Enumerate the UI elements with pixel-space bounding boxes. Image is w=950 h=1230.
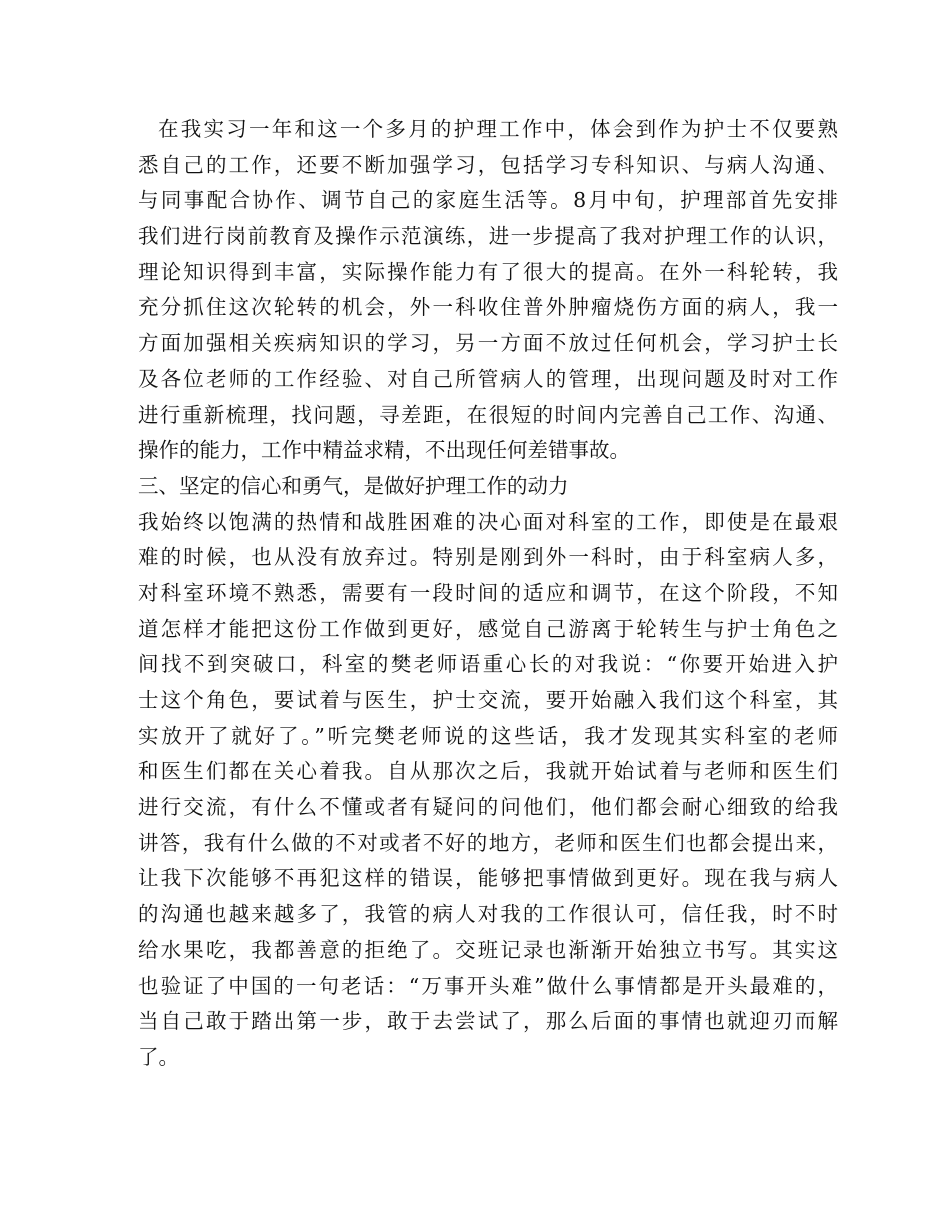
- text-line: 及各位老师的工作经验、对自己所管病人的管理，出现问题及时对工作: [138, 366, 838, 391]
- document-body: [138, 112, 838, 1076]
- text-line: 当自己敢于踏出第一步，敢于去尝试了，那么后面的事情也就迎刃而解: [138, 1009, 838, 1034]
- text-line: 对科室环境不熟悉，需要有一段时间的适应和调节，在这个阶段，不知: [138, 580, 838, 605]
- text-line: 让我下次能够不再犯这样的错误，能够把事情做到更好。现在我与病人: [138, 866, 838, 891]
- text-line: 了。: [138, 1044, 179, 1069]
- text-line: 理论知识得到丰富，实际操作能力有了很大的提高。在外一科轮转，我: [138, 259, 838, 284]
- text-line: 在我实习一年和这一个多月的护理工作中，体会到作为护士不仅要熟: [158, 117, 838, 141]
- text-line: 士这个角色，要试着与医生，护士交流，要开始融入我们这个科室，其: [138, 688, 838, 712]
- text-line: 给水果吃，我都善意的拒绝了。交班记录也渐渐开始独立书写。其实这: [138, 937, 838, 962]
- text-line: 我们进行岗前教育及操作示范演练，进一步提高了我对护理工作的认识，: [138, 224, 838, 249]
- paragraph-practice-experience: [138, 112, 838, 469]
- section-heading: 三、坚定的信心和勇气，是做好护理工作的动力: [138, 473, 569, 498]
- paragraph-confidence-courage: [138, 505, 838, 1076]
- text-line: 我始终以饱满的热情和战胜困难的决心面对科室的工作，即使是在最艰: [138, 509, 838, 534]
- text-line: 进行重新梳理，找问题，寻差距，在很短的时间内完善自己工作、沟通、: [138, 402, 838, 427]
- text-line: 悉自己的工作，还要不断加强学习，包括学习专科知识、与病人沟通、: [138, 152, 838, 177]
- text-line: 和医生们都在关心着我。自从那次之后，我就开始试着与老师和医生们: [138, 759, 838, 784]
- text-line: 道怎样才能把这份工作做到更好，感觉自己游离于轮转生与护士角色之: [138, 616, 838, 641]
- text-line: 操作的能力，工作中精益求精，不出现任何差错事故。: [138, 438, 630, 463]
- text-line: 进行交流，有什么不懂或者有疑问的问他们，他们都会耐心细致的给我: [138, 795, 838, 820]
- text-line: 难的时候，也从没有放弃过。特别是刚到外一科时，由于科室病人多，: [138, 545, 838, 570]
- text-line: 充分抓住这次轮转的机会，外一科收住普外肿瘤烧伤方面的病人，我一: [138, 295, 838, 320]
- text-line: 方面加强相关疾病知识的学习，另一方面不放过任何机会，学习护士长: [138, 331, 838, 356]
- text-line: 也验证了中国的一句老话：“万事开头难”做什么事情都是开头最难的，: [138, 973, 838, 998]
- text-line: 与同事配合协作、调节自己的家庭生活等。8月中旬，护理部首先安排: [138, 188, 838, 213]
- text-line: 实放开了就好了。”听完樊老师说的这些话，我才发现其实科室的老师: [138, 723, 838, 748]
- text-line: 讲答，我有什么做的不对或者不好的地方，老师和医生们也都会提出来，: [138, 830, 838, 855]
- text-line: 间找不到突破口，科室的樊老师语重心长的对我说：“你要开始进入护: [138, 652, 838, 677]
- text-line: 的沟通也越来越多了，我管的病人对我的工作很认可，信任我，时不时: [138, 902, 838, 927]
